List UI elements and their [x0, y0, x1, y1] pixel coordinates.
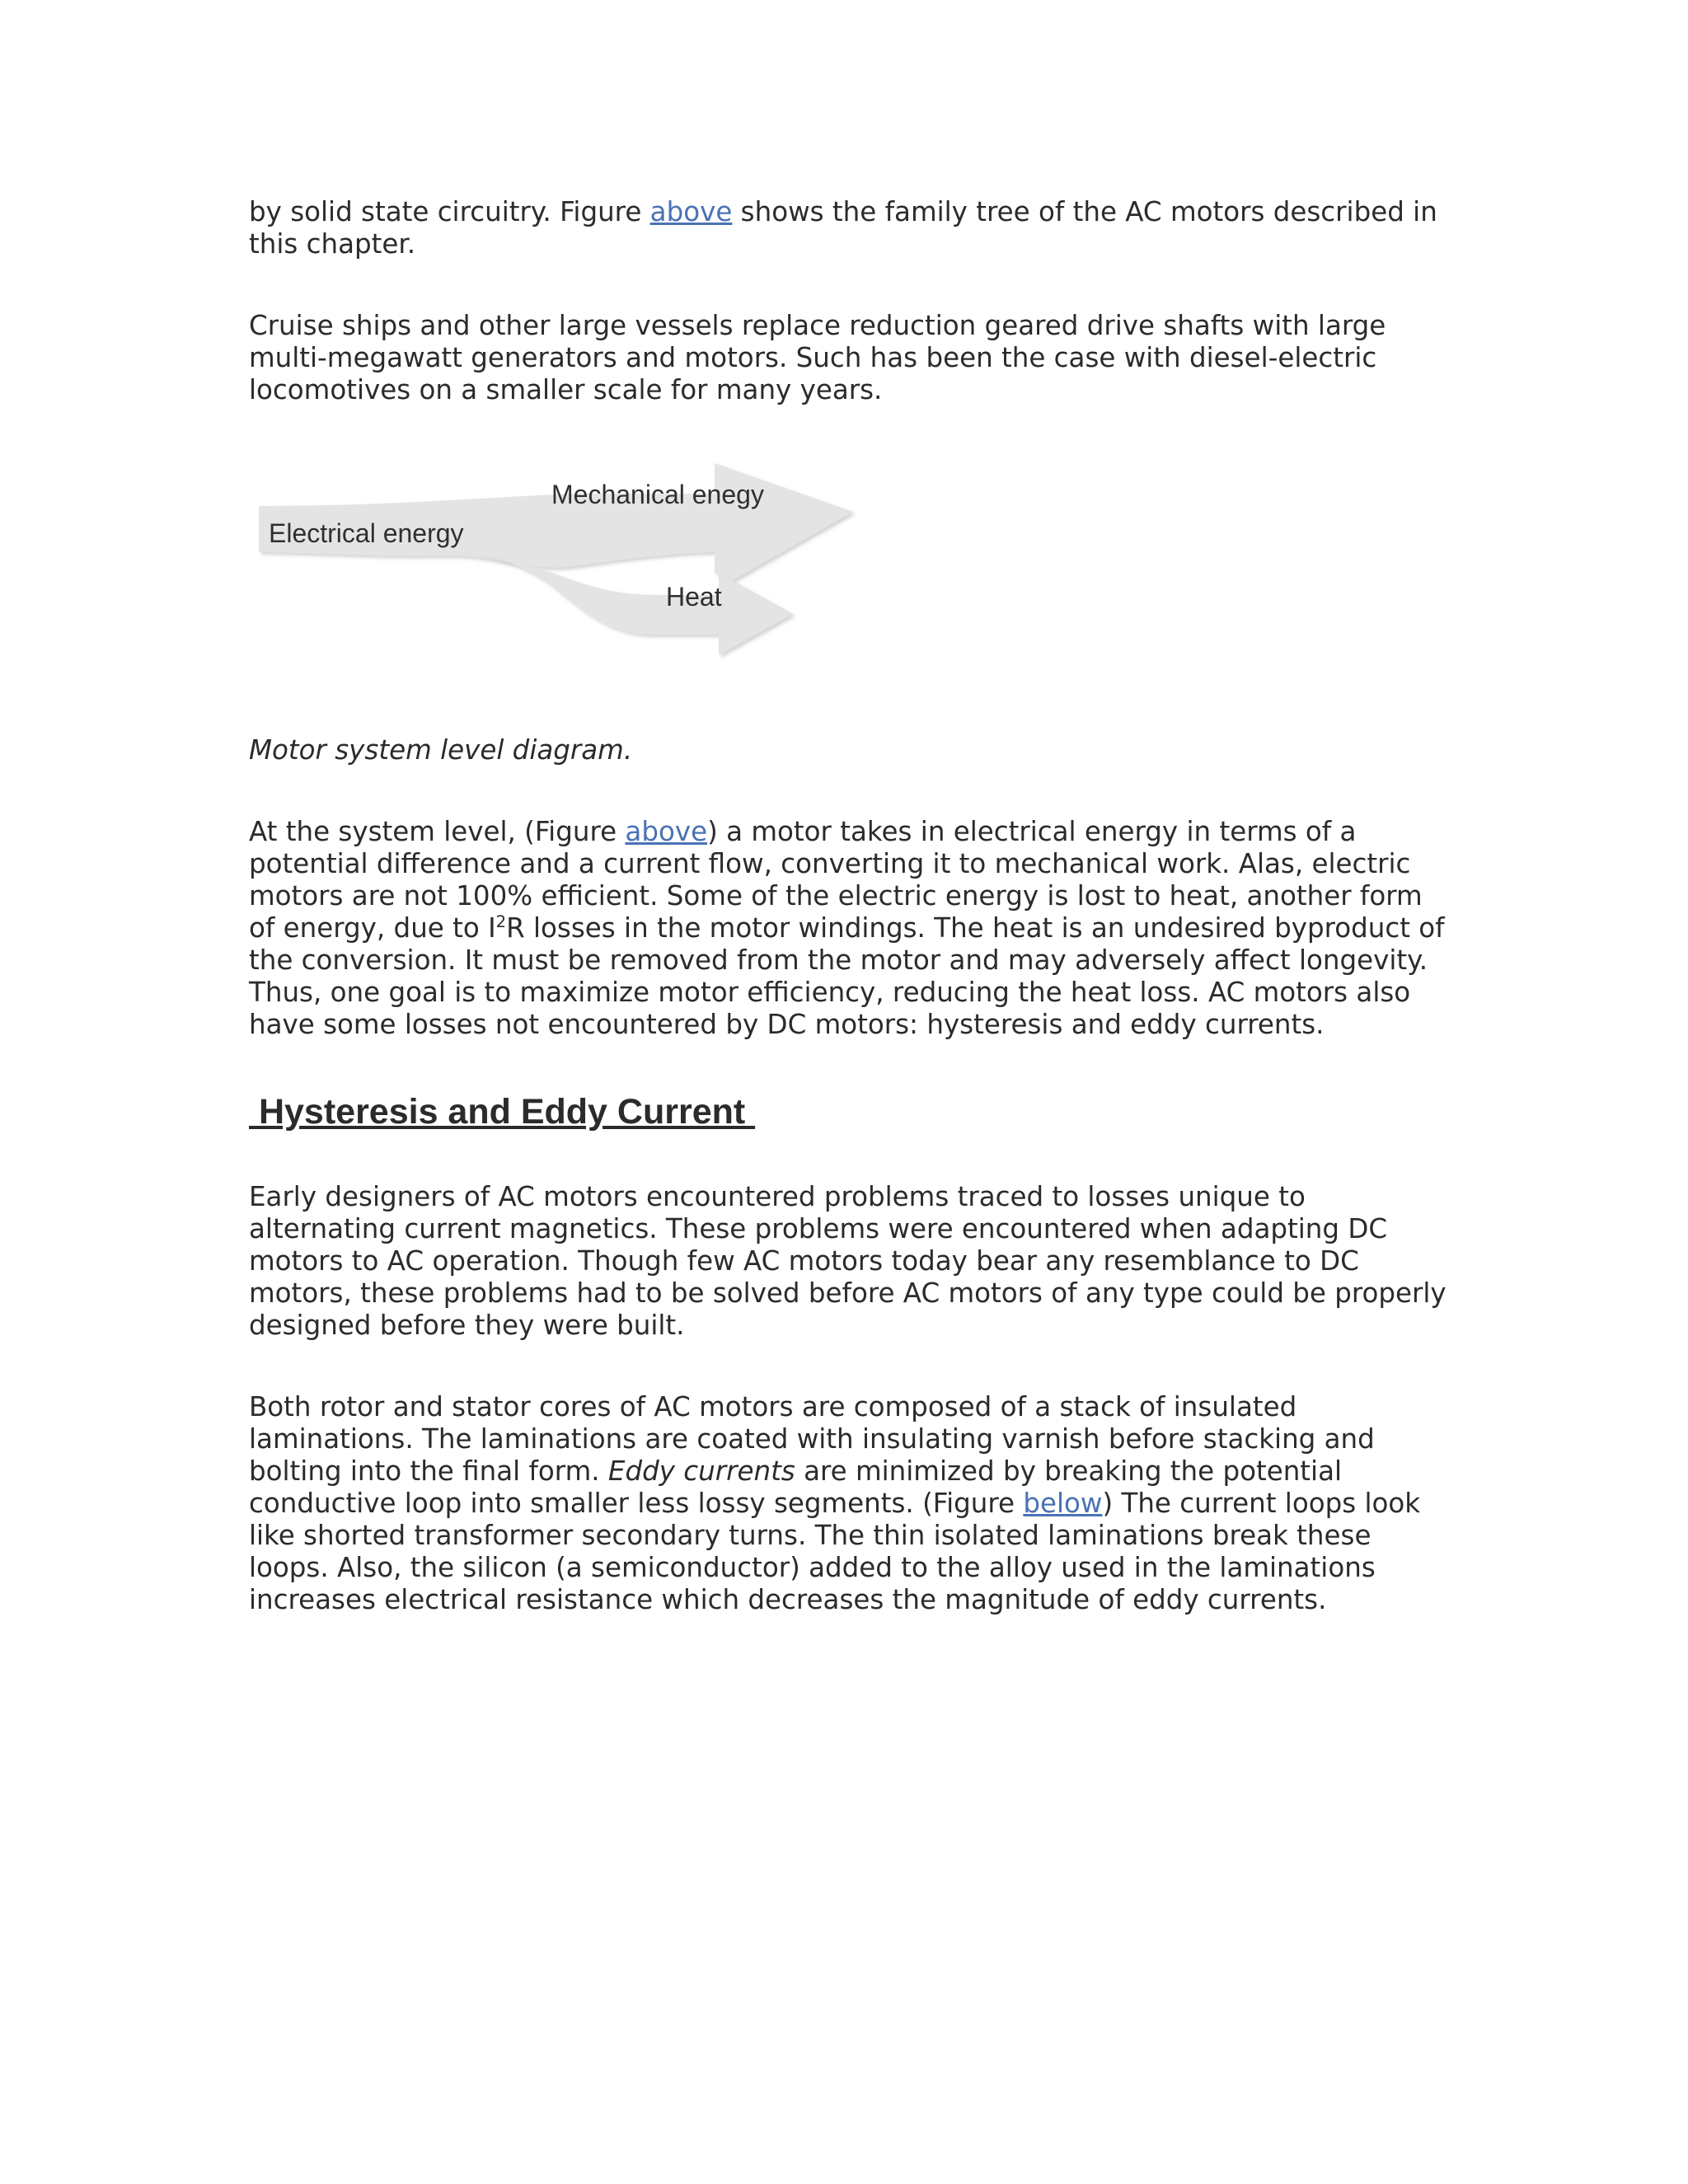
paragraph-text: by solid state circuitry. Figure — [249, 196, 650, 227]
figure-caption: Motor system level diagram. — [249, 734, 633, 766]
figure-above-link[interactable]: above — [625, 816, 708, 847]
paragraph-text: shows the family tree of the AC motors described in this chapter. — [249, 196, 1437, 260]
document-page — [249, 196, 1452, 1616]
loss-label: Heat — [666, 582, 722, 612]
paragraph-family-tree — [249, 196, 1452, 260]
paragraph-text: At the system level, (Figure — [249, 816, 626, 847]
energy-flow-arrows — [257, 457, 884, 672]
figure-below-link[interactable]: below — [1023, 1488, 1103, 1519]
output-label: Mechanical enegy — [551, 480, 764, 509]
paragraph-early-designers: Early designers of AC motors encountered problems traced to losses unique to alternating current magnetics. These problems were encountered when adapting DC motors to AC operation. Though few AC motors today bear any resemblance to DC motors, these problems had to be solved before AC motors of any type could be properly designed before they were built. — [249, 1181, 1447, 1341]
section-heading: Hysteresis and Eddy Current — [249, 1092, 756, 1132]
superscript: 2 — [495, 912, 507, 932]
paragraph-system-level — [249, 816, 1452, 1041]
figure-above-link[interactable]: above — [649, 196, 733, 227]
paragraph-laminations — [249, 1391, 1452, 1616]
paragraph-text: ) a motor takes in electrical energy in terms of a potential difference and a current flow, converting it to mechanical work. Alas, electric motors are not 100% efficient. Some of the electric energy is lost to heat, another form of energy, due to I — [249, 816, 1423, 944]
paragraph-text: Both rotor and stator cores of AC motors are composed of a stack of insulated laminations. The laminations are coated with insulating varnish before stacking and bolting into the final form. — [249, 1391, 1375, 1487]
emphasis-term: Eddy currents — [607, 1455, 795, 1487]
paragraph-text: R losses in the motor windings. The heat is an undesired byproduct of the conversion. It must be removed from the motor and may adversely affect longevity. Thus, one goal is to maximize motor efficiency, reducing the heat loss. AC motors also have some losses not encountered by DC motors: hysteresis and eddy currents. — [249, 912, 1445, 1040]
paragraph-text: are minimized by breaking the potential conductive loop into smaller less lossy segments. (Figure — [249, 1455, 1343, 1519]
motor-energy-diagram — [257, 457, 884, 672]
paragraph-text: ) The current loops look like shorted transformer secondary turns. The thin isolated laminations break these loops. Also, the silicon (a semiconductor) added to the alloy used in the laminations increases electrical resistance which decreases the magnitude of eddy currents. — [249, 1488, 1421, 1615]
paragraph-cruise-ships: Cruise ships and other large vessels replace reduction geared drive shafts with large multi-megawatt generators and motors. Such has been the case with diesel-electric locomotives on a smaller scale for many years. — [249, 310, 1386, 405]
input-label: Electrical energy — [269, 518, 464, 548]
